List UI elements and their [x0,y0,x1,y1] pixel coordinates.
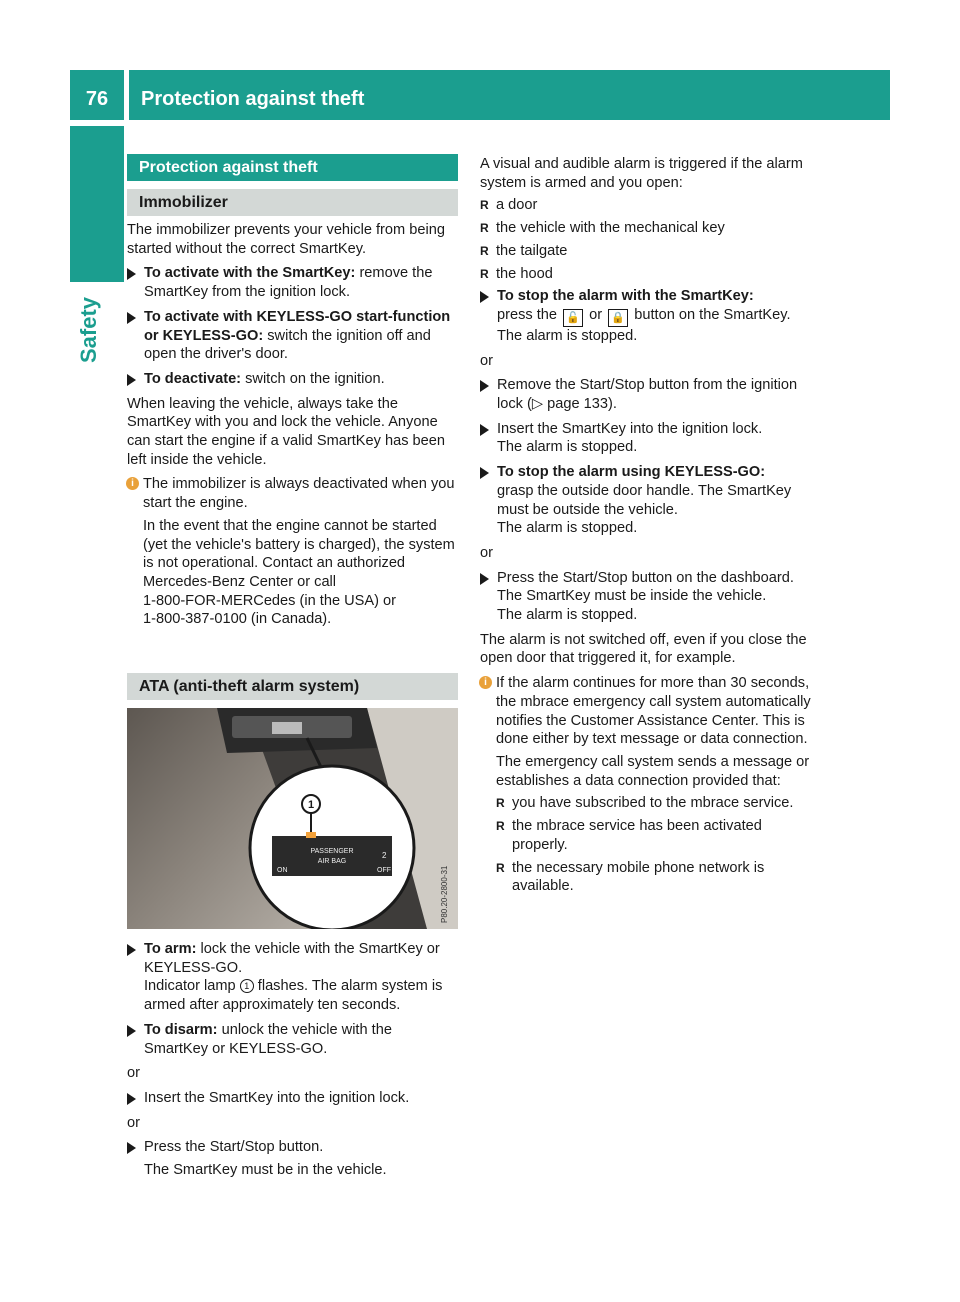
info-text: The immobilizer is always deactivated when you start the engine. [143,476,455,512]
arrow-icon [127,312,136,324]
section-title [127,154,458,181]
off-number: 2 [382,851,387,860]
info-icon: i [126,477,139,490]
step-item: Press the Start/Stop button on the dashboard. The SmartKey must be inside the vehicle. The alarm is stopped. [480,569,813,625]
or-text: or [127,1065,140,1082]
alarm-indicator-photo [127,708,458,929]
header-title: Protection against theft [141,88,365,110]
passenger-label: PASSENGER [310,848,354,855]
side-tab-label-wrap [76,296,116,383]
info-icon: i [479,676,492,689]
subsection-ata [127,673,458,700]
callout-1: 1 [307,799,315,811]
step-item: To activate with KEYLESS-GO start-function or KEYLESS-GO: switch the ignition off and open the driver's door. [127,308,460,364]
step-item: Remove the Start/Stop button from the ignition lock (▷ page 133). [480,376,813,413]
airbag-label: AIR BAG [317,858,347,865]
step-item: To activate with the SmartKey: remove the SmartKey from the ignition lock. [127,264,460,301]
list-item: R you have subscribed to the mbrace service. [496,795,794,812]
list-item: R the necessary mobile phone network is available. [496,859,765,895]
right-column [480,155,813,896]
side-tab-label: Safety [76,296,101,363]
section-title-text: Protection against theft [139,159,318,176]
or-text: or [127,1114,140,1131]
paragraph: When leaving the vehicle, always take the SmartKey with you and lock the vehicle. Anyone can start the engine if a valid SmartKey has been left inside the vehicle. [127,395,446,468]
paragraph: The alarm is not switched off, even if you close the open door that triggered it, for example. [480,631,807,667]
subsection-immobilizer-text: Immobilizer [139,194,228,211]
list-item: R the tailgate [480,242,568,259]
arrow-icon [127,374,136,386]
arrow-icon [127,1025,136,1037]
arrow-icon [127,944,136,956]
paragraph: The SmartKey must be in the vehicle. [144,1162,387,1179]
arrow-icon [127,268,136,280]
left-column-immobilizer [127,221,460,629]
list-item: R a door [480,197,538,214]
info-text: In the event that the engine cannot be started (yet the vehicle's battery is charged), the system is not operational. Contact an authorized Mercedes-Benz Center or call [143,517,455,590]
step-item: Insert the SmartKey into the ignition lock. [127,1089,460,1108]
arrow-icon [127,1142,136,1154]
arrow-icon [480,467,489,479]
side-tab [70,126,124,282]
left-column-ata [127,940,460,1180]
step-item: To deactivate: switch on the ignition. [127,370,460,389]
arrow-icon [127,1093,136,1105]
page-number-box [70,70,124,120]
info-text: The emergency call system sends a message or establishes a data connection provided that: [496,753,810,789]
lock-icon: 🔒 [608,309,628,327]
dashboard-illustration [127,708,458,929]
subsection-ata-text: ATA (anti-theft alarm system) [139,678,360,695]
list-item: R the vehicle with the mechanical key [480,220,725,237]
step-item: Insert the SmartKey into the ignition lock. The alarm is stopped. [480,420,813,457]
or-text: or [480,352,493,369]
info-note [127,475,460,629]
or-text: or [480,544,493,561]
header-bar [129,70,890,120]
step-item: Press the Start/Stop button. [127,1138,460,1157]
on-label: ON [277,867,288,874]
subsection-immobilizer [127,189,458,216]
callout-1-icon: 1 [240,979,254,993]
image-code: P80.20-2800-31 [440,865,449,923]
info-text: If the alarm continues for more than 30 seconds, the mbrace emergency call system automatically notifies the Customer Assistance Center. This is done either by text message or data connection. [496,675,811,748]
arrow-icon [480,573,489,585]
off-label: OFF [377,867,391,874]
page-number: 76 [85,88,109,110]
list-item: R the mbrace service has been activated properly. [496,818,762,853]
step-item: To stop the alarm using KEYLESS-GO: grasp the outside door handle. The SmartKey must be outside the vehicle. The alarm is stopped. [480,463,813,538]
unlock-icon: 🔓 [563,309,583,327]
info-note [480,674,813,790]
arrow-icon [480,380,489,392]
arrow-icon [480,291,489,303]
step-item: To arm: lock the vehicle with the SmartKey or KEYLESS-GO. Indicator lamp 1 flashes. The alarm system is armed after approximately ten seconds. [127,940,460,1015]
paragraph: The immobilizer prevents your vehicle from being started without the correct SmartKey. [127,222,445,257]
info-text: 1-800-FOR-MERCedes (in the USA) or [143,592,397,609]
list-item: R the hood [480,265,553,282]
step-item: To stop the alarm with the SmartKey: press the 🔓 or 🔒 button on the SmartKey. The alarm is stopped. [480,287,813,345]
paragraph: A visual and audible alarm is triggered if the alarm system is armed and you open: [480,156,803,191]
info-text: 1-800-387-0100 (in Canada). [143,611,332,628]
step-item: To disarm: unlock the vehicle with the SmartKey or KEYLESS-GO. [127,1021,460,1058]
arrow-icon [480,424,489,436]
